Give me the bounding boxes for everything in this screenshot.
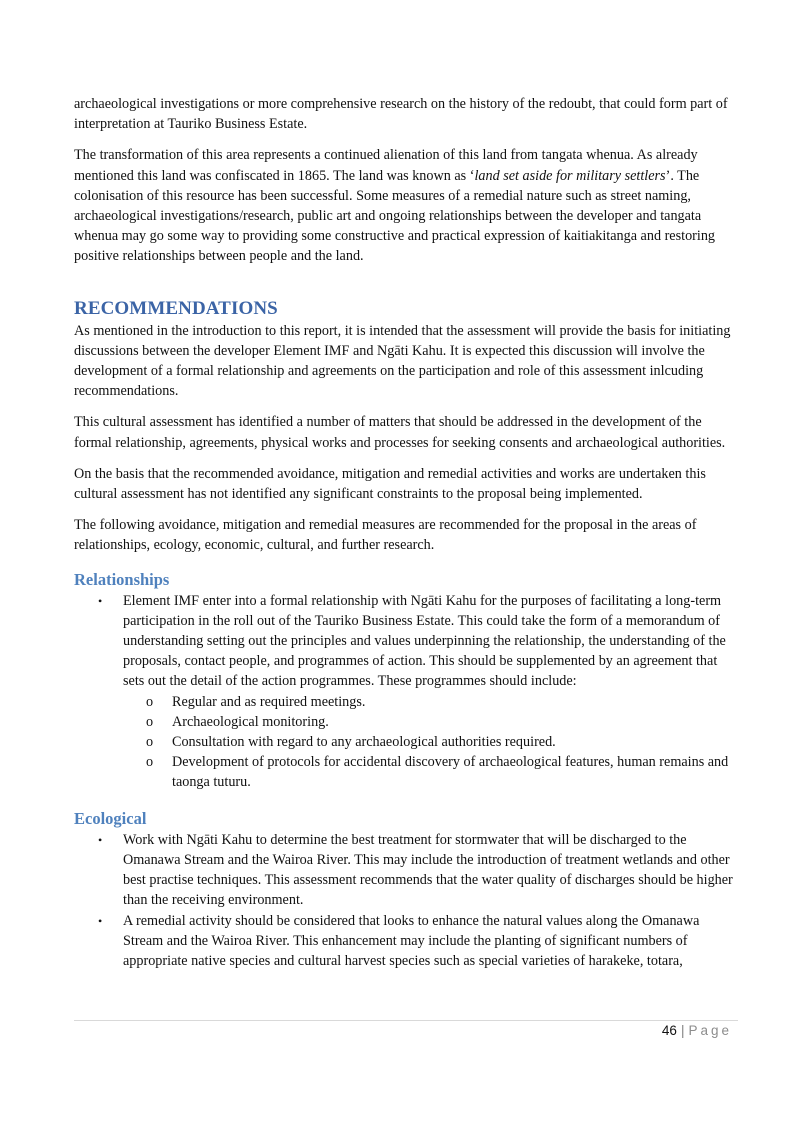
ecological-bullet-text: A remedial activity should be considered that looks to enhance the natural values along the Omanawa Stream and the Wairoa River. This enhancement may include the planting of significant numbers of appropriate native species and cultural harvest species such as special varieties of harakeke, totara, [123,912,700,969]
intro-paragraph-2-italic-quote: land set aside for military settlers [474,167,666,184]
relationships-bullet-text: Element IMF enter into a formal relationship with Ngāti Kahu for the purposes of facilitating a long-term participation in the roll out of the Tauriko Business Estate. This could take the form of a memorandum of understanding setting out the principles and values underpinning the relationship, the understanding of the proposals, contact people, and programmes of action. This should be supplemented by an agreement that sets out the detail of the action programmes. These programmes should include: [123,592,726,690]
intro-paragraph-1: archaeological investigations or more comprehensive research on the history of the redoubt, that could form part of interpretation at Tauriko Business Estate. [74,96,728,133]
circle-bullet-icon: o [146,734,154,751]
footer-divider [74,1020,738,1021]
sub-item-text: Regular and as required meetings. [172,693,366,710]
page-number: 46 [661,1023,677,1038]
bullet-icon: • [98,593,103,608]
footer-separator: | [680,1023,685,1038]
page-label: Page [688,1023,732,1038]
ecological-heading: Ecological [74,808,147,828]
ecological-bullet-text: Work with Ngāti Kahu to determine the best treatment for stormwater that will be discharged to the Omanawa Stream and the Wairoa River. This may include the introduction of treatment wetlands and other best practise techniques. This assessment recommends that the water quality of discharges should be higher than the receiving environment. [123,831,733,909]
recommendations-paragraph-1: As mentioned in the introduction to this report, it is intended that the assessment will provide the basis for initiating discussions between the developer Element IMF and Ngāti Kahu. It is expected this discussion will involve the development of a formal relationship and agreements on the participation and role of this assessment inlcuding recommendations. [74,322,731,400]
circle-bullet-icon: o [146,754,154,771]
sub-item-text: Archaeological monitoring. [172,713,329,730]
recommendations-heading: RECOMMENDATIONS [74,297,278,319]
relationships-sub-list [123,692,738,793]
sub-item-text: Consultation with regard to any archaeological authorities required. [172,734,556,751]
recommendations-paragraph-4: The following avoidance, mitigation and remedial measures are recommended for the proposal in the areas of relationships, ecology, economic, cultural, and further research. [74,517,697,554]
intro-paragraph-2-part-a: The transformation of this area represents a continued alienation of this land from tangata whenua. As already mentioned this land was confiscated in 1865. The land was known as ‘ [74,147,698,184]
bullet-icon: • [98,832,103,847]
recommendations-paragraph-2: This cultural assessment has identified a number of matters that should be addressed in the development of the formal relationship, agreements, physical works and processes for seeking consents and archaeological authorities. [74,414,726,451]
relationships-heading: Relationships [74,569,170,589]
ecological-list [74,830,738,971]
intro-paragraph-2 [74,145,738,266]
circle-bullet-icon: o [146,713,154,730]
bullet-icon: • [98,913,103,928]
list-item [123,732,738,752]
circle-bullet-icon: o [146,693,154,710]
list-item [123,752,738,792]
list-item [123,712,738,732]
relationships-list [74,591,738,793]
list-item [74,591,738,793]
page-footer [662,1023,732,1038]
intro-paragraph-2-part-b: ’. The colonisation of this resource has been successful. Some measures of a remedial nature such as street naming, archaeological investigations/research, public art and ongoing relationships between the developer and tangata whenua may go some way to providing some constructive and practical expression of kaitiakitanga and restoring positive relationships between people and the land. [74,167,716,265]
sub-item-text: Development of protocols for accidental discovery of archaeological features, human remains and taonga tuturu. [172,754,729,791]
recommendations-paragraph-3: On the basis that the recommended avoidance, mitigation and remedial activities and works are undertaken this cultural assessment has not identified any significant constraints to the proposal being implemented. [74,465,706,503]
list-item [74,830,738,911]
document-page [74,94,738,971]
list-item [123,692,738,712]
list-item [74,911,738,972]
